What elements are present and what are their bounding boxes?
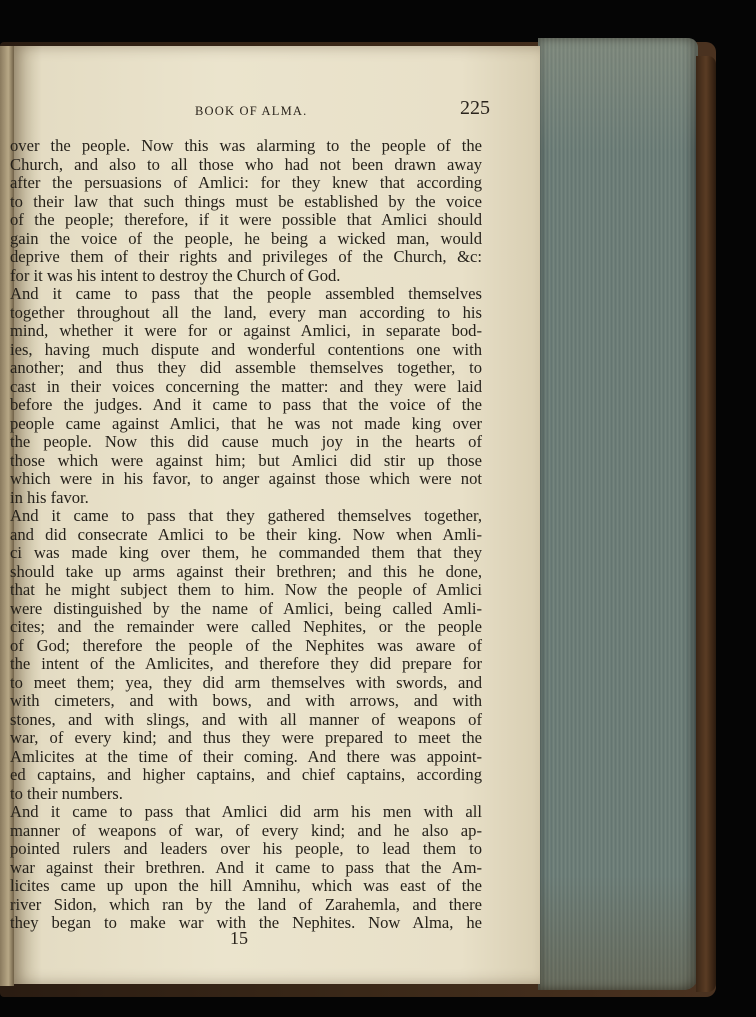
text-line: those which were against him; but Amlici did stir up those: [10, 450, 482, 470]
text-line: of the people; therefore, if it were possible that Amlici should: [10, 210, 482, 229]
text-line: war against their brethren. And it came to pass that the Am-: [10, 857, 482, 877]
text-line: that he might subject them to him. Now the people of Amlici: [10, 580, 482, 599]
text-line: cast in their voices concerning the matter: and they were laid: [10, 376, 482, 396]
text-line: should take up arms against their brethren; and this he done,: [10, 561, 482, 581]
text-line: pointed rulers and leaders over his people, to lead them to: [10, 839, 482, 858]
text-line: for it was his intent to destroy the Church of God.: [10, 265, 341, 285]
text-line: they began to make war with the Nephites. Now Alma, he: [10, 913, 482, 932]
text-line: And it came to pass that Amlici did arm his men with all: [10, 802, 482, 821]
running-head: [20, 97, 490, 121]
text-line: deprive them of their rights and privileges of the Church, &c:: [10, 247, 482, 266]
text-line: Amlicites at the time of their coming. And there was appoint-: [10, 746, 482, 766]
text-line: after the persuasions of Amlici: for they knew that according: [10, 173, 482, 192]
signature-mark: 15: [230, 928, 248, 948]
cover-edge: [696, 56, 716, 992]
text-line: together throughout all the land, every man according to his: [10, 302, 482, 322]
text-line: another; and thus they did assemble themselves together, to: [10, 358, 482, 377]
text-line: before the judges. And it came to pass that the voice of the: [10, 395, 482, 414]
text-line: manner of weapons of war, of every kind; and he also ap-: [10, 820, 482, 840]
text-line: people came against Amlici, that he was not made king over: [10, 413, 482, 433]
running-title: BOOK OF ALMA.: [195, 104, 308, 118]
text-line: mind, whether it were for or against Amlici, in separate bod-: [10, 321, 482, 340]
text-line: ed captains, and higher captains, and chief captains, according: [10, 765, 482, 784]
text-line: And it came to pass that they gathered themselves together,: [10, 506, 482, 525]
text-line: the intent of the Amlicites, and therefore they did prepare for: [10, 654, 482, 673]
text-line: Church, and also to all those who had not been drawn away: [10, 154, 482, 174]
text-line: to their numbers.: [10, 783, 123, 803]
text-line: with cimeters, and with bows, and with arrows, and with: [10, 691, 482, 710]
text-line: stones, and with slings, and with all manner of weapons of: [10, 709, 482, 729]
text-line: to their law that such things must be established by the voice: [10, 191, 482, 211]
text-line: ci was made king over them, he commanded them that they: [10, 543, 482, 562]
body-text: [10, 137, 482, 933]
text-line: over the people. Now this was alarming to the people of the: [10, 136, 482, 155]
text-line: and did consecrate Amlici to be their king. Now when Amli-: [10, 524, 482, 544]
text-line: the people. Now this did cause much joy in the hearts of: [10, 432, 482, 451]
text-line: And it came to pass that the people assembled themselves: [10, 284, 482, 303]
text-line: ies, having much dispute and wonderful contentions one with: [10, 339, 482, 359]
text-line: war, of every kind; and thus they were prepared to meet the: [10, 728, 482, 747]
text-line: cites; and the remainder were called Nephites, or the people: [10, 617, 482, 636]
page-edges: [538, 38, 698, 990]
text-line: to meet them; yea, they did arm themselves with swords, and: [10, 672, 482, 692]
text-line: licites came up upon the hill Amnihu, which was east of the: [10, 876, 482, 895]
text-line: of God; therefore the people of the Nephites was aware of: [10, 635, 482, 655]
text-line: in his favor.: [10, 487, 89, 507]
text-line: were distinguished by the name of Amlici, being called Amli-: [10, 598, 482, 618]
page-number: 225: [460, 97, 490, 119]
text-line: gain the voice of the people, he being a wicked man, would: [10, 228, 482, 248]
text-line: which were in his favor, to anger against those which were not: [10, 469, 482, 488]
text-line: river Sidon, which ran by the land of Zarahemla, and there: [10, 894, 482, 914]
